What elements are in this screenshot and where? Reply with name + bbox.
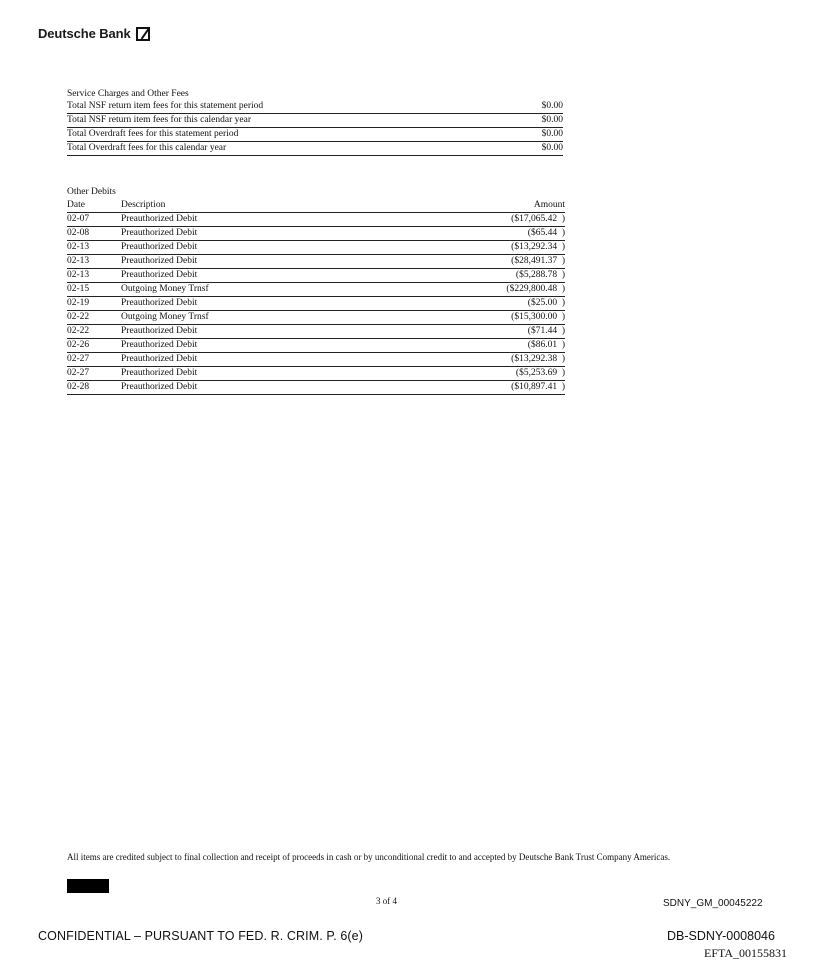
table-row (67, 297, 565, 311)
table-row (67, 353, 565, 367)
debit-description: Preauthorized Debit (121, 242, 198, 252)
fee-rows (67, 100, 563, 156)
debit-amount: ($13,292.34 ) (511, 242, 565, 252)
debit-description: Outgoing Money Trnsf (121, 284, 209, 294)
bates-number-db: DB-SDNY-0008046 (667, 929, 775, 943)
table-row (67, 367, 565, 381)
table-row (67, 311, 565, 325)
fee-value: $0.00 (541, 115, 563, 125)
debit-date: 02-08 (67, 228, 90, 238)
fee-row (67, 128, 563, 142)
other-debits-section (67, 186, 565, 395)
fee-label: Total Overdraft fees for this calendar year (67, 143, 227, 153)
bates-number-sdny-gm: SDNY_GM_00045222 (663, 898, 763, 909)
debit-description: Preauthorized Debit (121, 354, 198, 364)
fee-label: Total Overdraft fees for this statement period (67, 129, 239, 139)
debit-description: Preauthorized Debit (121, 298, 198, 308)
debit-amount: ($10,897.41 ) (511, 382, 565, 392)
bank-name: Deutsche Bank (38, 26, 131, 41)
debit-date: 02-13 (67, 256, 90, 266)
debit-amount: ($5,288.78 ) (515, 270, 565, 280)
debit-amount: ($86.01 ) (527, 340, 565, 350)
table-row (67, 283, 565, 297)
debit-amount: ($17,065.42 ) (511, 214, 565, 224)
other-debits-heading: Other Debits (67, 187, 116, 197)
column-header-date: Date (67, 200, 85, 210)
fee-label: Total NSF return item fees for this calendar year (67, 115, 251, 125)
debit-date: 02-19 (67, 298, 90, 308)
column-header-description: Description (121, 200, 166, 210)
debit-date: 02-07 (67, 214, 90, 224)
debits-table-body (67, 213, 565, 395)
debit-amount: ($65.44 ) (527, 228, 565, 238)
table-row (67, 325, 565, 339)
deutsche-bank-slash-square-icon (136, 27, 150, 41)
debit-description: Outgoing Money Trnsf (121, 312, 209, 322)
debit-amount: ($25.00 ) (527, 298, 565, 308)
service-charges-section (67, 88, 563, 156)
fee-value: $0.00 (541, 101, 563, 111)
service-charges-heading: Service Charges and Other Fees (67, 89, 189, 99)
page-number: 3 of 4 (376, 896, 397, 906)
fee-value: $0.00 (541, 129, 563, 139)
bates-number-efta: EFTA_00155831 (704, 946, 788, 960)
debit-date: 02-15 (67, 284, 90, 294)
table-row (67, 339, 565, 353)
bank-logo (38, 26, 150, 41)
redaction-block (67, 879, 109, 893)
debit-amount: ($71.44 ) (527, 326, 565, 336)
debit-amount: ($15,300.00 ) (511, 312, 565, 322)
debit-amount: ($229,800.48 ) (506, 284, 565, 294)
disclaimer-text: All items are credited subject to final collection and receipt of proceeds in cash or by unconditional credit to and accepted by Deutsche Bank Trust Company Americas. (67, 852, 671, 862)
debit-amount: ($28,491.37 ) (511, 256, 565, 266)
debit-date: 02-27 (67, 354, 90, 364)
table-row (67, 241, 565, 255)
debit-description: Preauthorized Debit (121, 368, 198, 378)
debit-description: Preauthorized Debit (121, 326, 198, 336)
fee-row (67, 114, 563, 128)
fee-row (67, 142, 563, 156)
debit-description: Preauthorized Debit (121, 214, 198, 224)
column-header-amount: Amount (533, 200, 565, 210)
debit-date: 02-26 (67, 340, 90, 350)
debits-table-header (67, 199, 565, 213)
debit-description: Preauthorized Debit (121, 270, 198, 280)
table-row (67, 381, 565, 395)
debit-amount: ($13,292.38 ) (511, 354, 565, 364)
debit-date: 02-13 (67, 242, 90, 252)
debit-date: 02-28 (67, 382, 90, 392)
debit-date: 02-13 (67, 270, 90, 280)
debit-amount: ($5,253.69 ) (515, 368, 565, 378)
fee-value: $0.00 (541, 143, 563, 153)
debit-description: Preauthorized Debit (121, 340, 198, 350)
confidential-notice: CONFIDENTIAL – PURSUANT TO FED. R. CRIM. P. 6(e) (38, 929, 363, 943)
debit-description: Preauthorized Debit (121, 382, 198, 392)
debit-description: Preauthorized Debit (121, 228, 198, 238)
debit-date: 02-27 (67, 368, 90, 378)
table-row (67, 255, 565, 269)
table-row (67, 227, 565, 241)
debit-description: Preauthorized Debit (121, 256, 198, 266)
fee-row (67, 100, 563, 114)
fee-label: Total NSF return item fees for this statement period (67, 101, 264, 111)
table-row (67, 269, 565, 283)
debit-date: 02-22 (67, 326, 90, 336)
debit-date: 02-22 (67, 312, 90, 322)
table-row (67, 213, 565, 227)
